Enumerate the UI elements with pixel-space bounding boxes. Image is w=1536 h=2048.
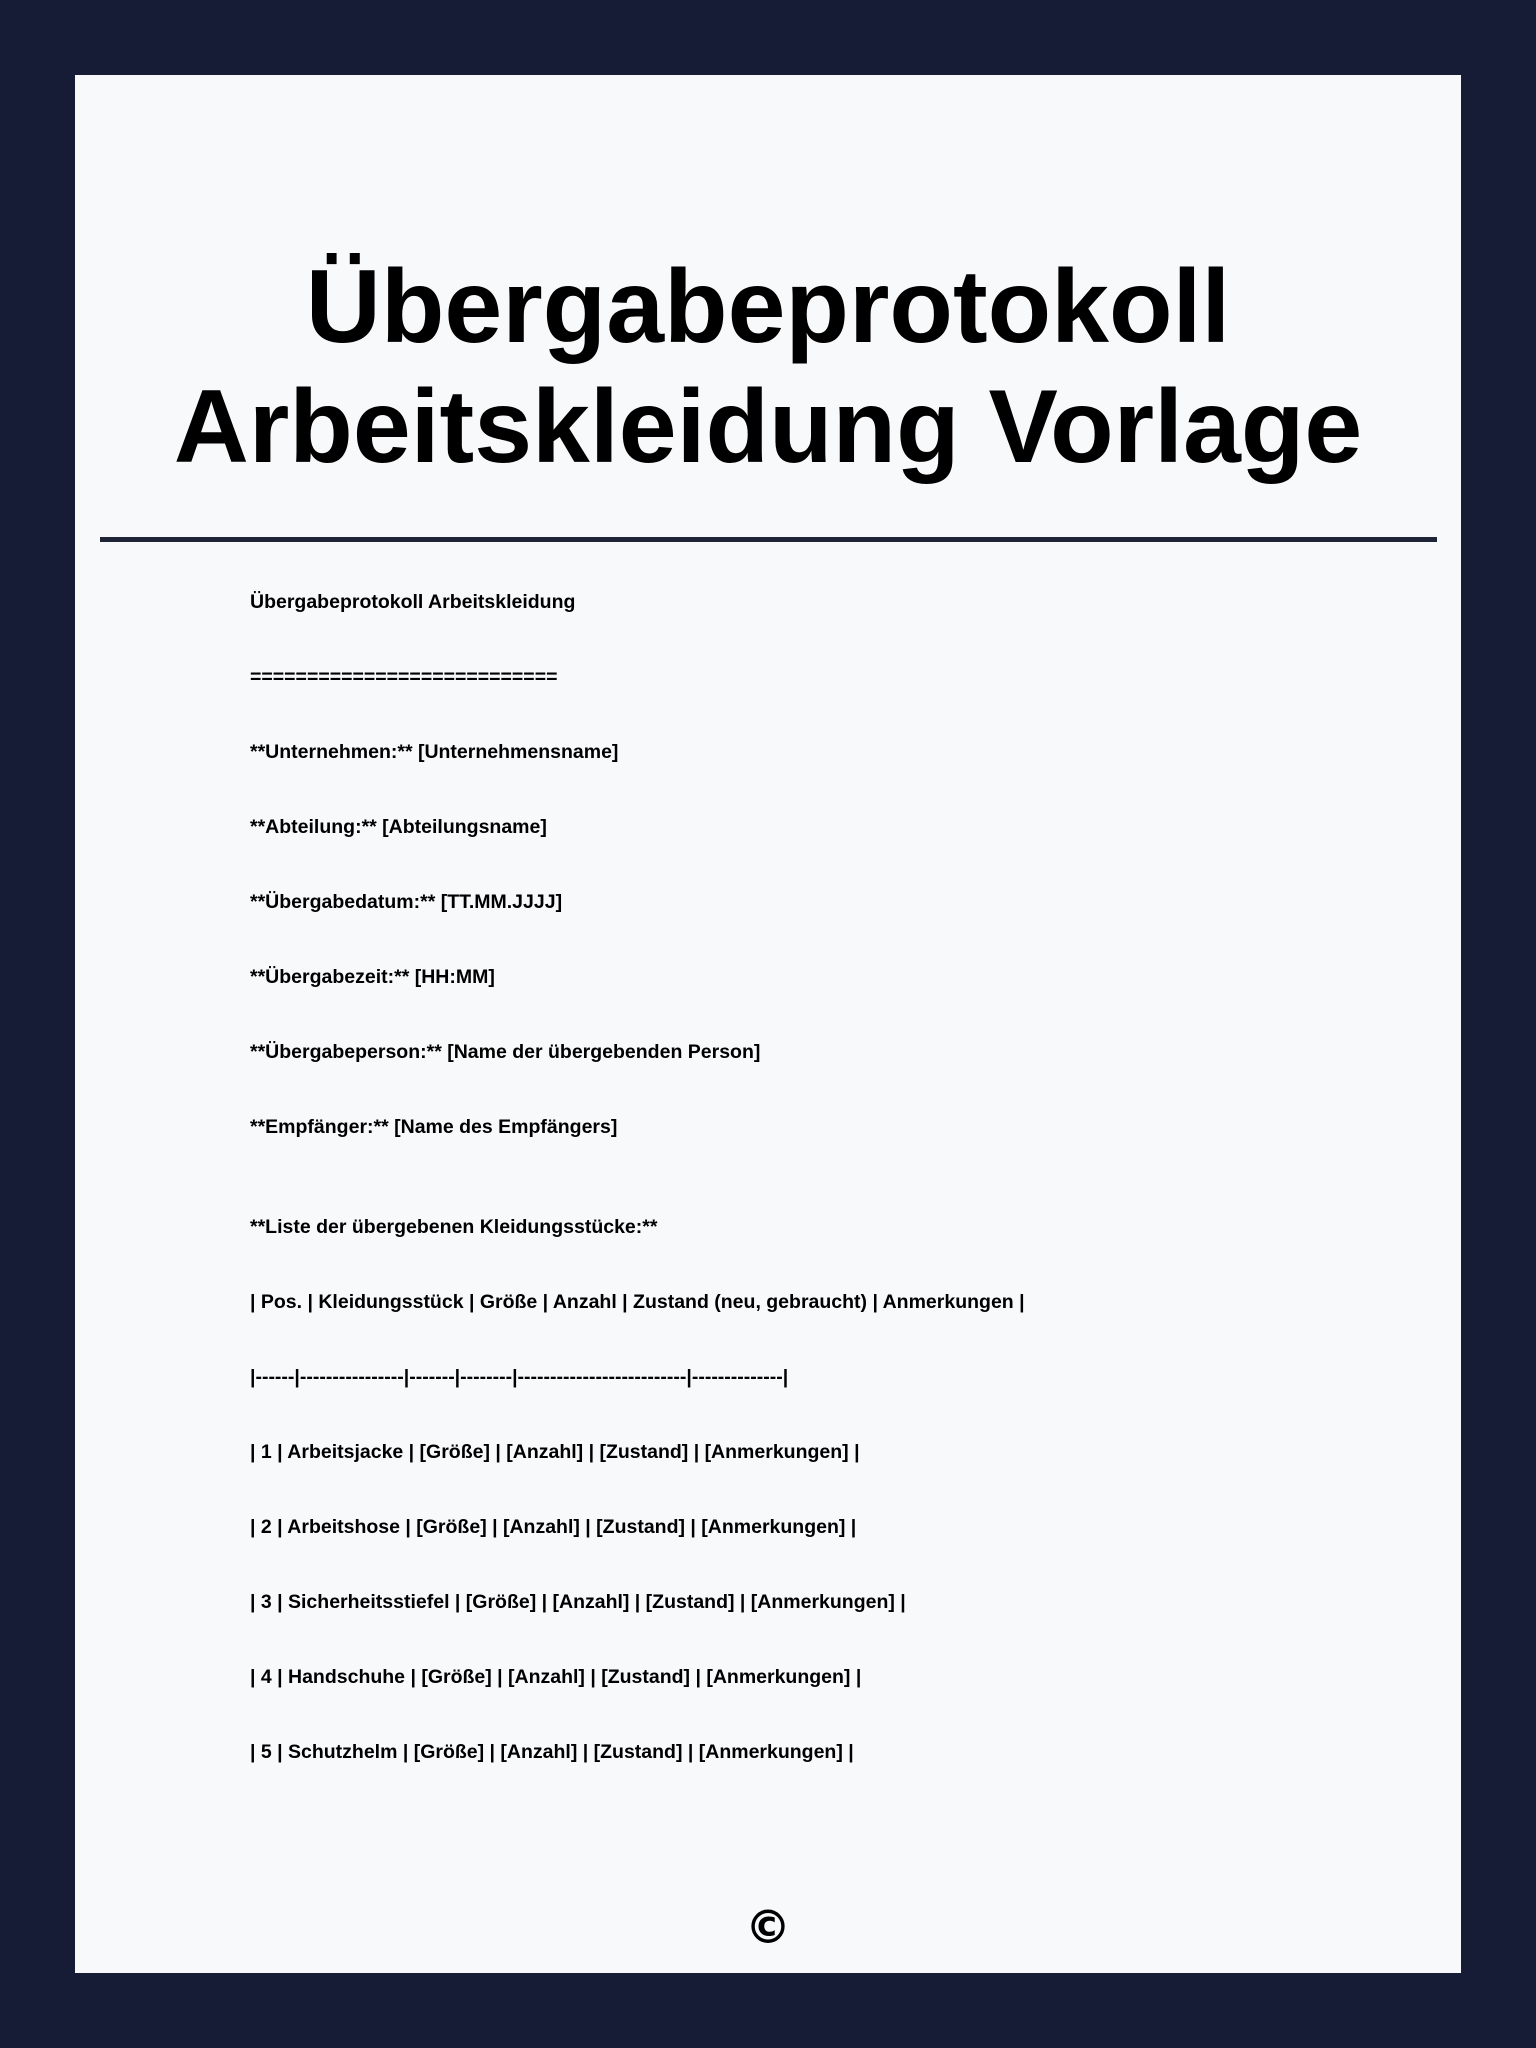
field-handover-date: **Übergabedatum:** [TT.MM.JJJJ]: [250, 891, 563, 913]
field-department: **Abteilung:** [Abteilungsname]: [250, 816, 547, 838]
field-handover-time: **Übergabezeit:** [HH:MM]: [250, 966, 495, 988]
copyright-icon: ©: [745, 1900, 791, 1954]
table-row: | 5 | Schutzhelm | [Größe] | [Anzahl] | [Zustand] | [Anmerkungen] |: [250, 1741, 854, 1763]
table-row: | 1 | Arbeitsjacke | [Größe] | [Anzahl] | [Zustand] | [Anmerkungen] |: [250, 1441, 860, 1463]
clothing-list-heading: **Liste der übergebenen Kleidungsstücke:**: [250, 1216, 658, 1238]
title-divider: [100, 537, 1437, 542]
field-handover-person: **Übergabeperson:** [Name der übergebenden Person]: [250, 1041, 761, 1063]
page-title: [75, 247, 1461, 487]
heading-underline: ===========================: [250, 666, 558, 688]
field-recipient: **Empfänger:** [Name des Empfängers]: [250, 1116, 618, 1138]
body-heading: Übergabeprotokoll Arbeitskleidung: [250, 591, 576, 613]
table-row: | 2 | Arbeitshose | [Größe] | [Anzahl] | [Zustand] | [Anmerkungen] |: [250, 1516, 857, 1538]
table-header-row: | Pos. | Kleidungsstück | Größe | Anzahl | Zustand (neu, gebraucht) | Anmerkungen |: [250, 1291, 1025, 1313]
title-line-2: Arbeitskleidung Vorlage: [173, 369, 1363, 485]
table-separator-row: |------|----------------|-------|--------|--------------------------|--------------|: [250, 1366, 789, 1388]
table-row: | 4 | Handschuhe | [Größe] | [Anzahl] | [Zustand] | [Anmerkungen] |: [250, 1666, 862, 1688]
document-page: [75, 75, 1461, 1973]
field-company: **Unternehmen:** [Unternehmensname]: [250, 741, 619, 763]
title-line-1: Übergabeprotokoll: [305, 249, 1231, 365]
table-row: | 3 | Sicherheitsstiefel | [Größe] | [Anzahl] | [Zustand] | [Anmerkungen] |: [250, 1591, 906, 1613]
